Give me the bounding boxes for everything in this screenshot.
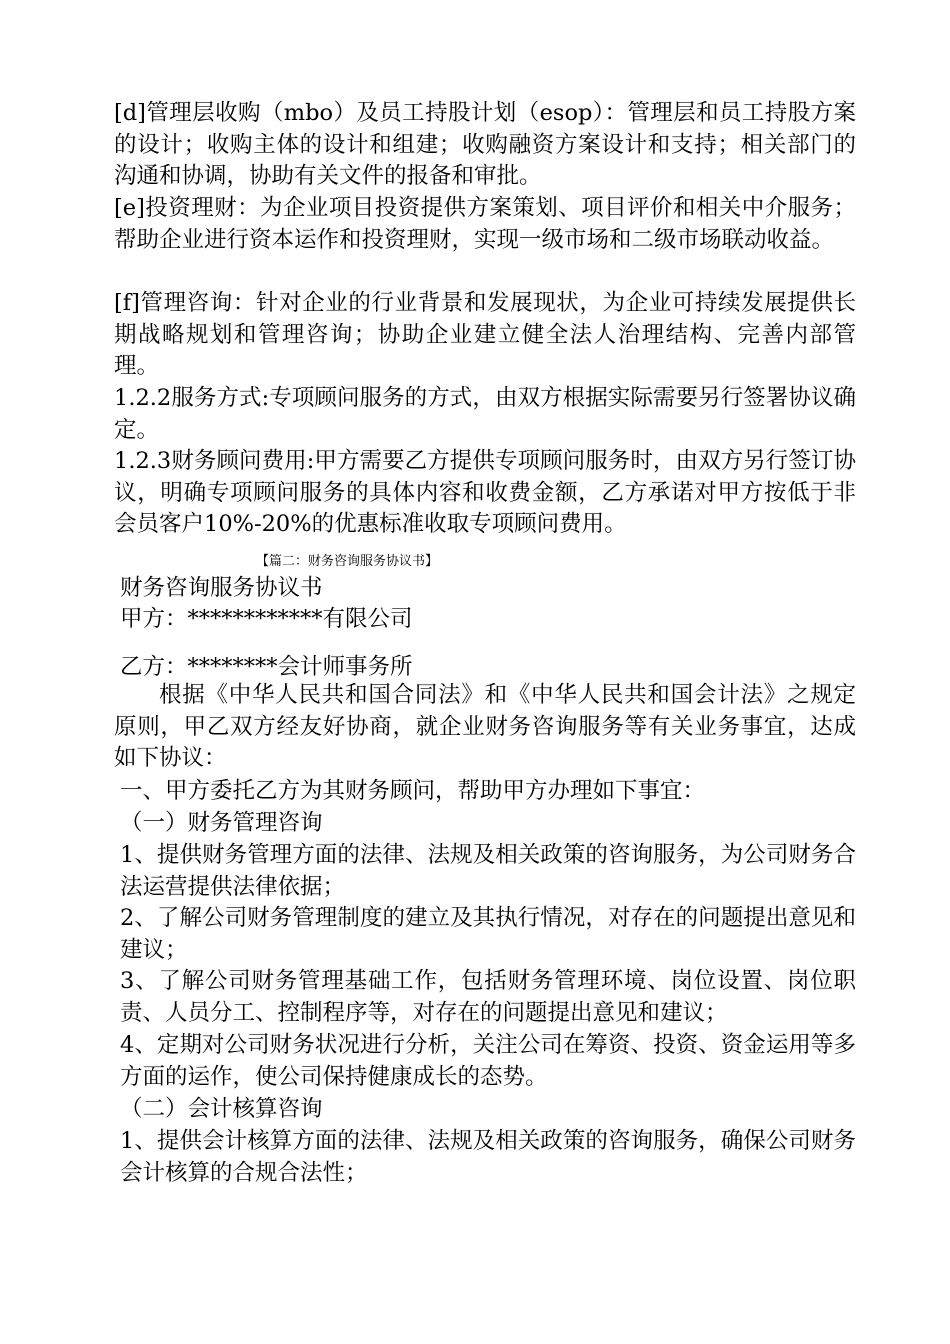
paragraph-mbo-esop: [d]管理层收购（mbo）及员工持股计划（esop）：管理层和员工持股方案的设计；收购主体的设计和组建；收购融资方案设计和支持；相关部门的沟通和协调，协助有关文件的报备和审批。	[114, 100, 856, 189]
list-item-1-3: 3、了解公司财务管理基础工作，包括财务管理环境、岗位设置、岗位职责、人员分工、控制程序等，对存在的问题提出意见和建议；	[120, 968, 856, 1026]
clause-1: 一、甲方委托乙方为其财务顾问，帮助甲方办理如下事宜：	[120, 778, 706, 804]
section-caption: 【篇二：财务咨询服务协议书】	[256, 554, 439, 569]
paragraph-service-method: 1.2.2服务方式:专项顾问服务的方式，由双方根据实际需要另行签署协议确定。	[114, 385, 856, 443]
paragraph-investment: [e]投资理财：为企业项目投资提供方案策划、项目评价和相关中介服务；帮助企业进行资本运作和投资理财，实现一级市场和二级市场联动收益。	[114, 195, 856, 253]
list-item-1-4: 4、定期对公司财务状况进行分析，关注公司在筹资、投资、资金运用等多方面的运作，使公司保持健康成长的态势。	[120, 1032, 856, 1090]
subheading-accounting: （二）会计核算咨询	[120, 1096, 323, 1122]
party-b: 乙方：********会计师事务所	[120, 654, 413, 680]
subheading-financial-management: （一）财务管理咨询	[120, 810, 323, 836]
paragraph-advisory-fee: 1.2.3财务顾问费用:甲方需要乙方提供专项顾问服务时，由双方另行签订协议，明确专项顾问服务的具体内容和收费金额，乙方承诺对甲方按低于非会员客户10%-20%的优惠标准收取专项顾问费用。	[114, 448, 856, 537]
document-title: 财务咨询服务协议书	[120, 575, 323, 601]
paragraph-intro: 根据《中华人民共和国合同法》和《中华人民共和国会计法》之规定原则，甲乙双方经友好协商，就企业财务咨询服务等有关业务事宜，达成如下协议：	[114, 682, 856, 771]
list-item-1-1: 1、提供财务管理方面的法律、法规及相关政策的咨询服务，为公司财务合法运营提供法律依据；	[120, 842, 856, 900]
list-item-2-1: 1、提供会计核算方面的法律、法规及相关政策的咨询服务，确保公司财务会计核算的合规合法性；	[120, 1128, 856, 1186]
party-a: 甲方：************有限公司	[120, 606, 413, 632]
list-item-1-2: 2、了解公司财务管理制度的建立及其执行情况，对存在的问题提出意见和建议；	[120, 905, 856, 963]
paragraph-management-consulting: [f]管理咨询：针对企业的行业背景和发展现状，为企业可持续发展提供长期战略规划和管理咨询；协助企业建立健全法人治理结构、完善内部管理。	[114, 290, 856, 379]
